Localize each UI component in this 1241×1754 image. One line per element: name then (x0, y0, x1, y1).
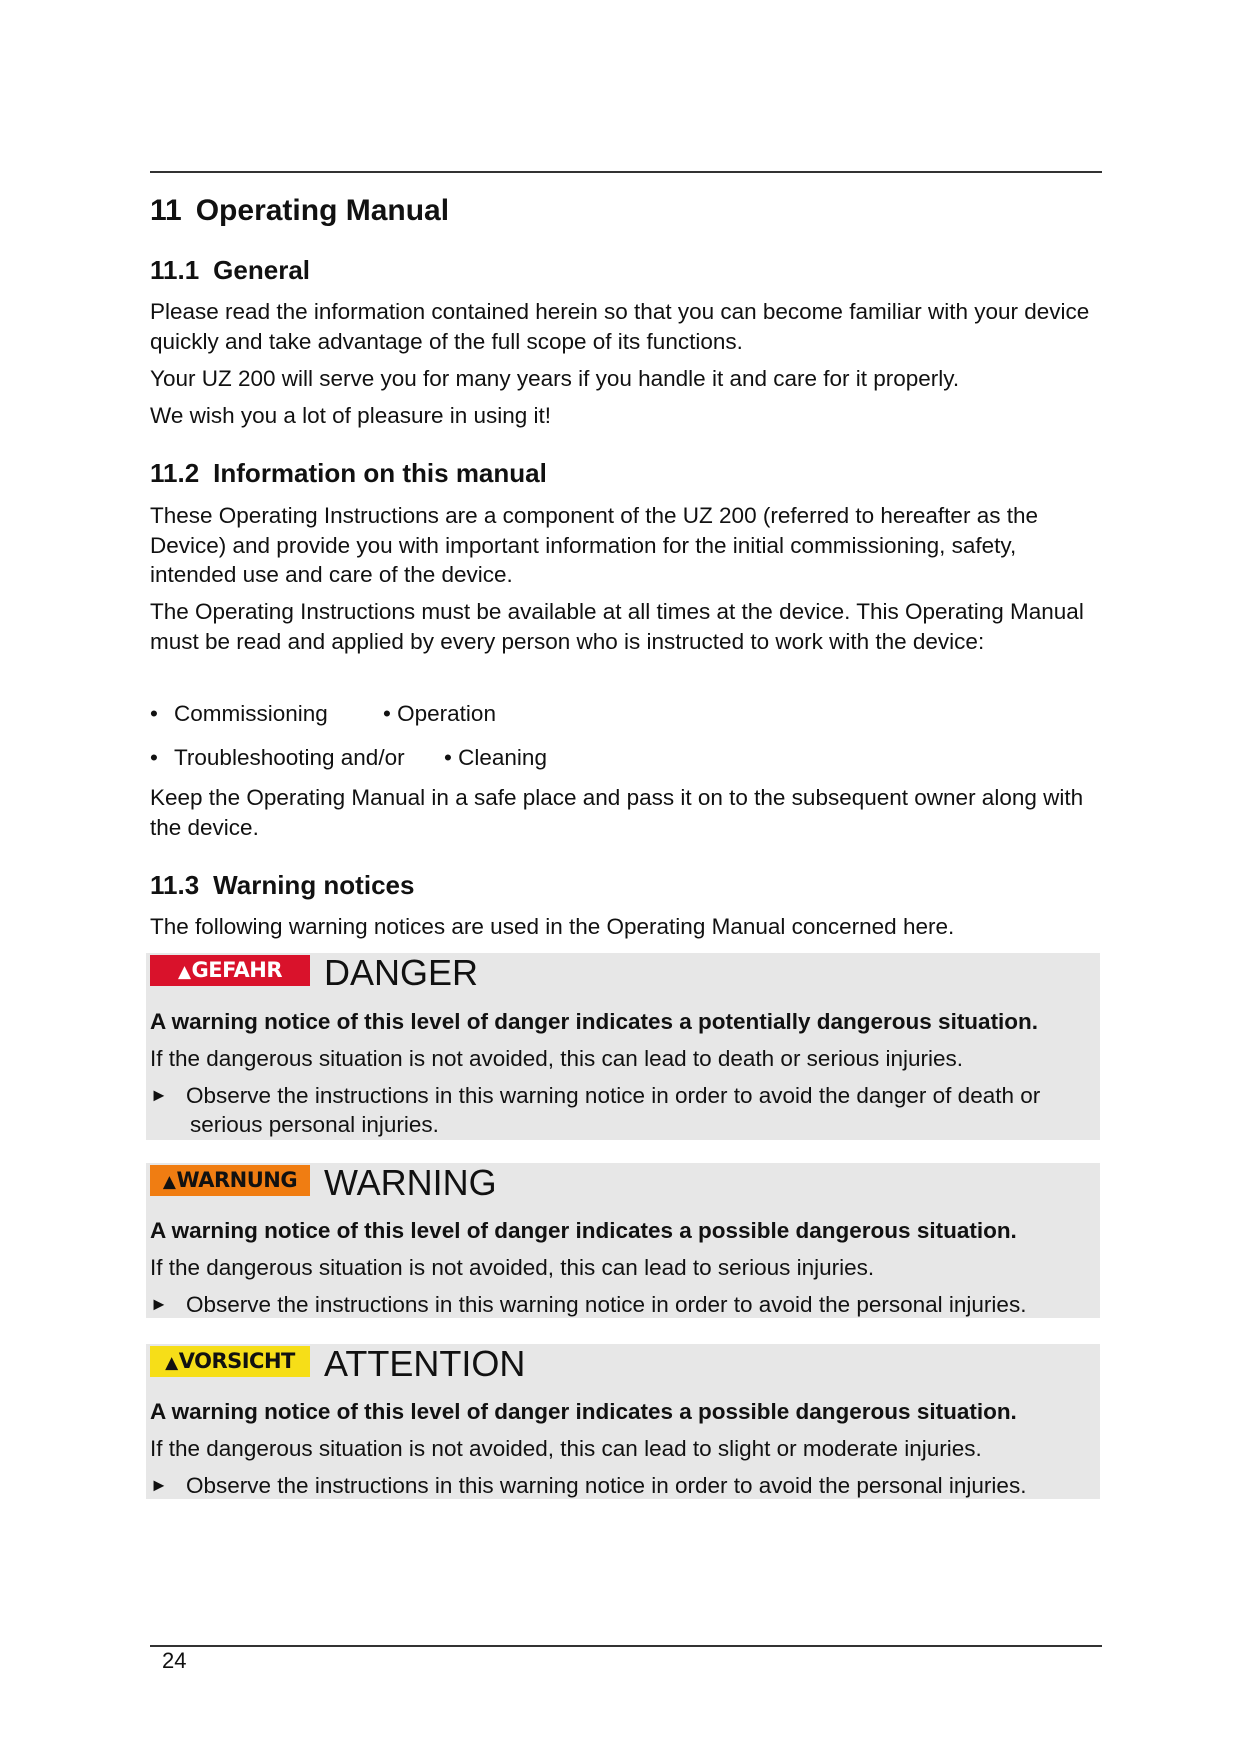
bullet-row (150, 699, 496, 728)
notice-title: DANGER (324, 952, 479, 993)
bullet-dot: • (444, 745, 459, 770)
gefahr-label: ▲GEFAHR (150, 955, 310, 986)
notice-text: If the dangerous situation is not avoided, this can lead to death or serious injuries. (150, 1046, 963, 1071)
notice-text: If the dangerous situation is not avoided, this can lead to slight or moderate injuries. (150, 1436, 982, 1461)
notice-lead: A warning notice of this level of danger indicates a potentially dangerous situation. (150, 1009, 1039, 1034)
paragraph: The following warning notices are used in the Operating Manual concerned here. (150, 914, 955, 939)
notice-lead: A warning notice of this level of danger indicates a possible dangerous situation. (150, 1399, 1017, 1424)
vorsicht-label: ▲VORSICHT (150, 1346, 310, 1377)
footer-rule (150, 1645, 1102, 1647)
section-heading-information: 11.2 Information on this manual (150, 458, 547, 488)
notice-instruction: ► Observe the instructions in this warning notice in order to avoid the personal injuries. (150, 1292, 1027, 1317)
notice-text: If the dangerous situation is not avoided, this can lead to serious injuries. (150, 1255, 875, 1280)
arrow-right-icon: ► (150, 1294, 168, 1314)
list-item: • Operation (383, 701, 496, 726)
attention-notice (146, 1344, 1100, 1499)
paragraph: Keep the Operating Manual in a safe place and pass it on to the subsequent owner along with the device. (150, 785, 1084, 840)
bullet-dot: • (383, 701, 398, 726)
notice-instruction: ► Observe the instructions in this warning notice in order to avoid the danger of death or serious personal injuries. (150, 1083, 1041, 1137)
warning-triangle-icon: ▲ (177, 962, 191, 982)
danger-notice (146, 953, 1100, 1140)
bullet-dot: • (150, 701, 158, 726)
section-heading-warnings: 11.3 Warning notices (150, 870, 415, 900)
paragraph: Your UZ 200 will serve you for many years if you handle it and care for it properly. (150, 366, 960, 391)
arrow-right-icon: ► (150, 1085, 168, 1105)
warning-notice (146, 1163, 1100, 1318)
bullet-dot: • (150, 745, 158, 770)
bullet-row (150, 743, 547, 772)
notice-lead: A warning notice of this level of danger indicates a possible dangerous situation. (150, 1218, 1017, 1243)
section-heading-general: 11.1 General (150, 255, 310, 285)
header-rule (150, 171, 1102, 173)
list-item: Commissioning (174, 701, 328, 726)
arrow-right-icon: ► (150, 1475, 168, 1495)
paragraph: We wish you a lot of pleasure in using it! (150, 403, 552, 428)
warnung-label: ▲WARNUNG (150, 1165, 310, 1196)
warning-triangle-icon: ▲ (162, 1172, 176, 1192)
document-page (150, 0, 1102, 1754)
warning-triangle-icon: ▲ (165, 1353, 178, 1373)
notice-instruction: ► Observe the instructions in this warning notice in order to avoid the personal injuries. (150, 1473, 1027, 1498)
notice-title: ATTENTION (324, 1343, 526, 1384)
paragraph: The Operating Instructions must be available at all times at the device. This Operating Manual must be read and applied by every person who is instructed to work with the device: (150, 599, 1084, 654)
page-number: 24 (162, 1648, 187, 1673)
paragraph: These Operating Instructions are a component of the UZ 200 (referred to hereafter as the Device) and provide you with important information for the initial commissioning, safety, intended use and care of the device. (150, 503, 1038, 587)
list-item: • Cleaning (444, 745, 547, 770)
chapter-heading: 11 Operating Manual (150, 194, 450, 227)
notice-title: WARNING (324, 1162, 497, 1203)
list-item: Troubleshooting and/or (174, 745, 405, 770)
paragraph: Please read the information contained herein so that you can become familiar with your device quickly and take advantage of the full scope of its functions. (150, 299, 1090, 354)
